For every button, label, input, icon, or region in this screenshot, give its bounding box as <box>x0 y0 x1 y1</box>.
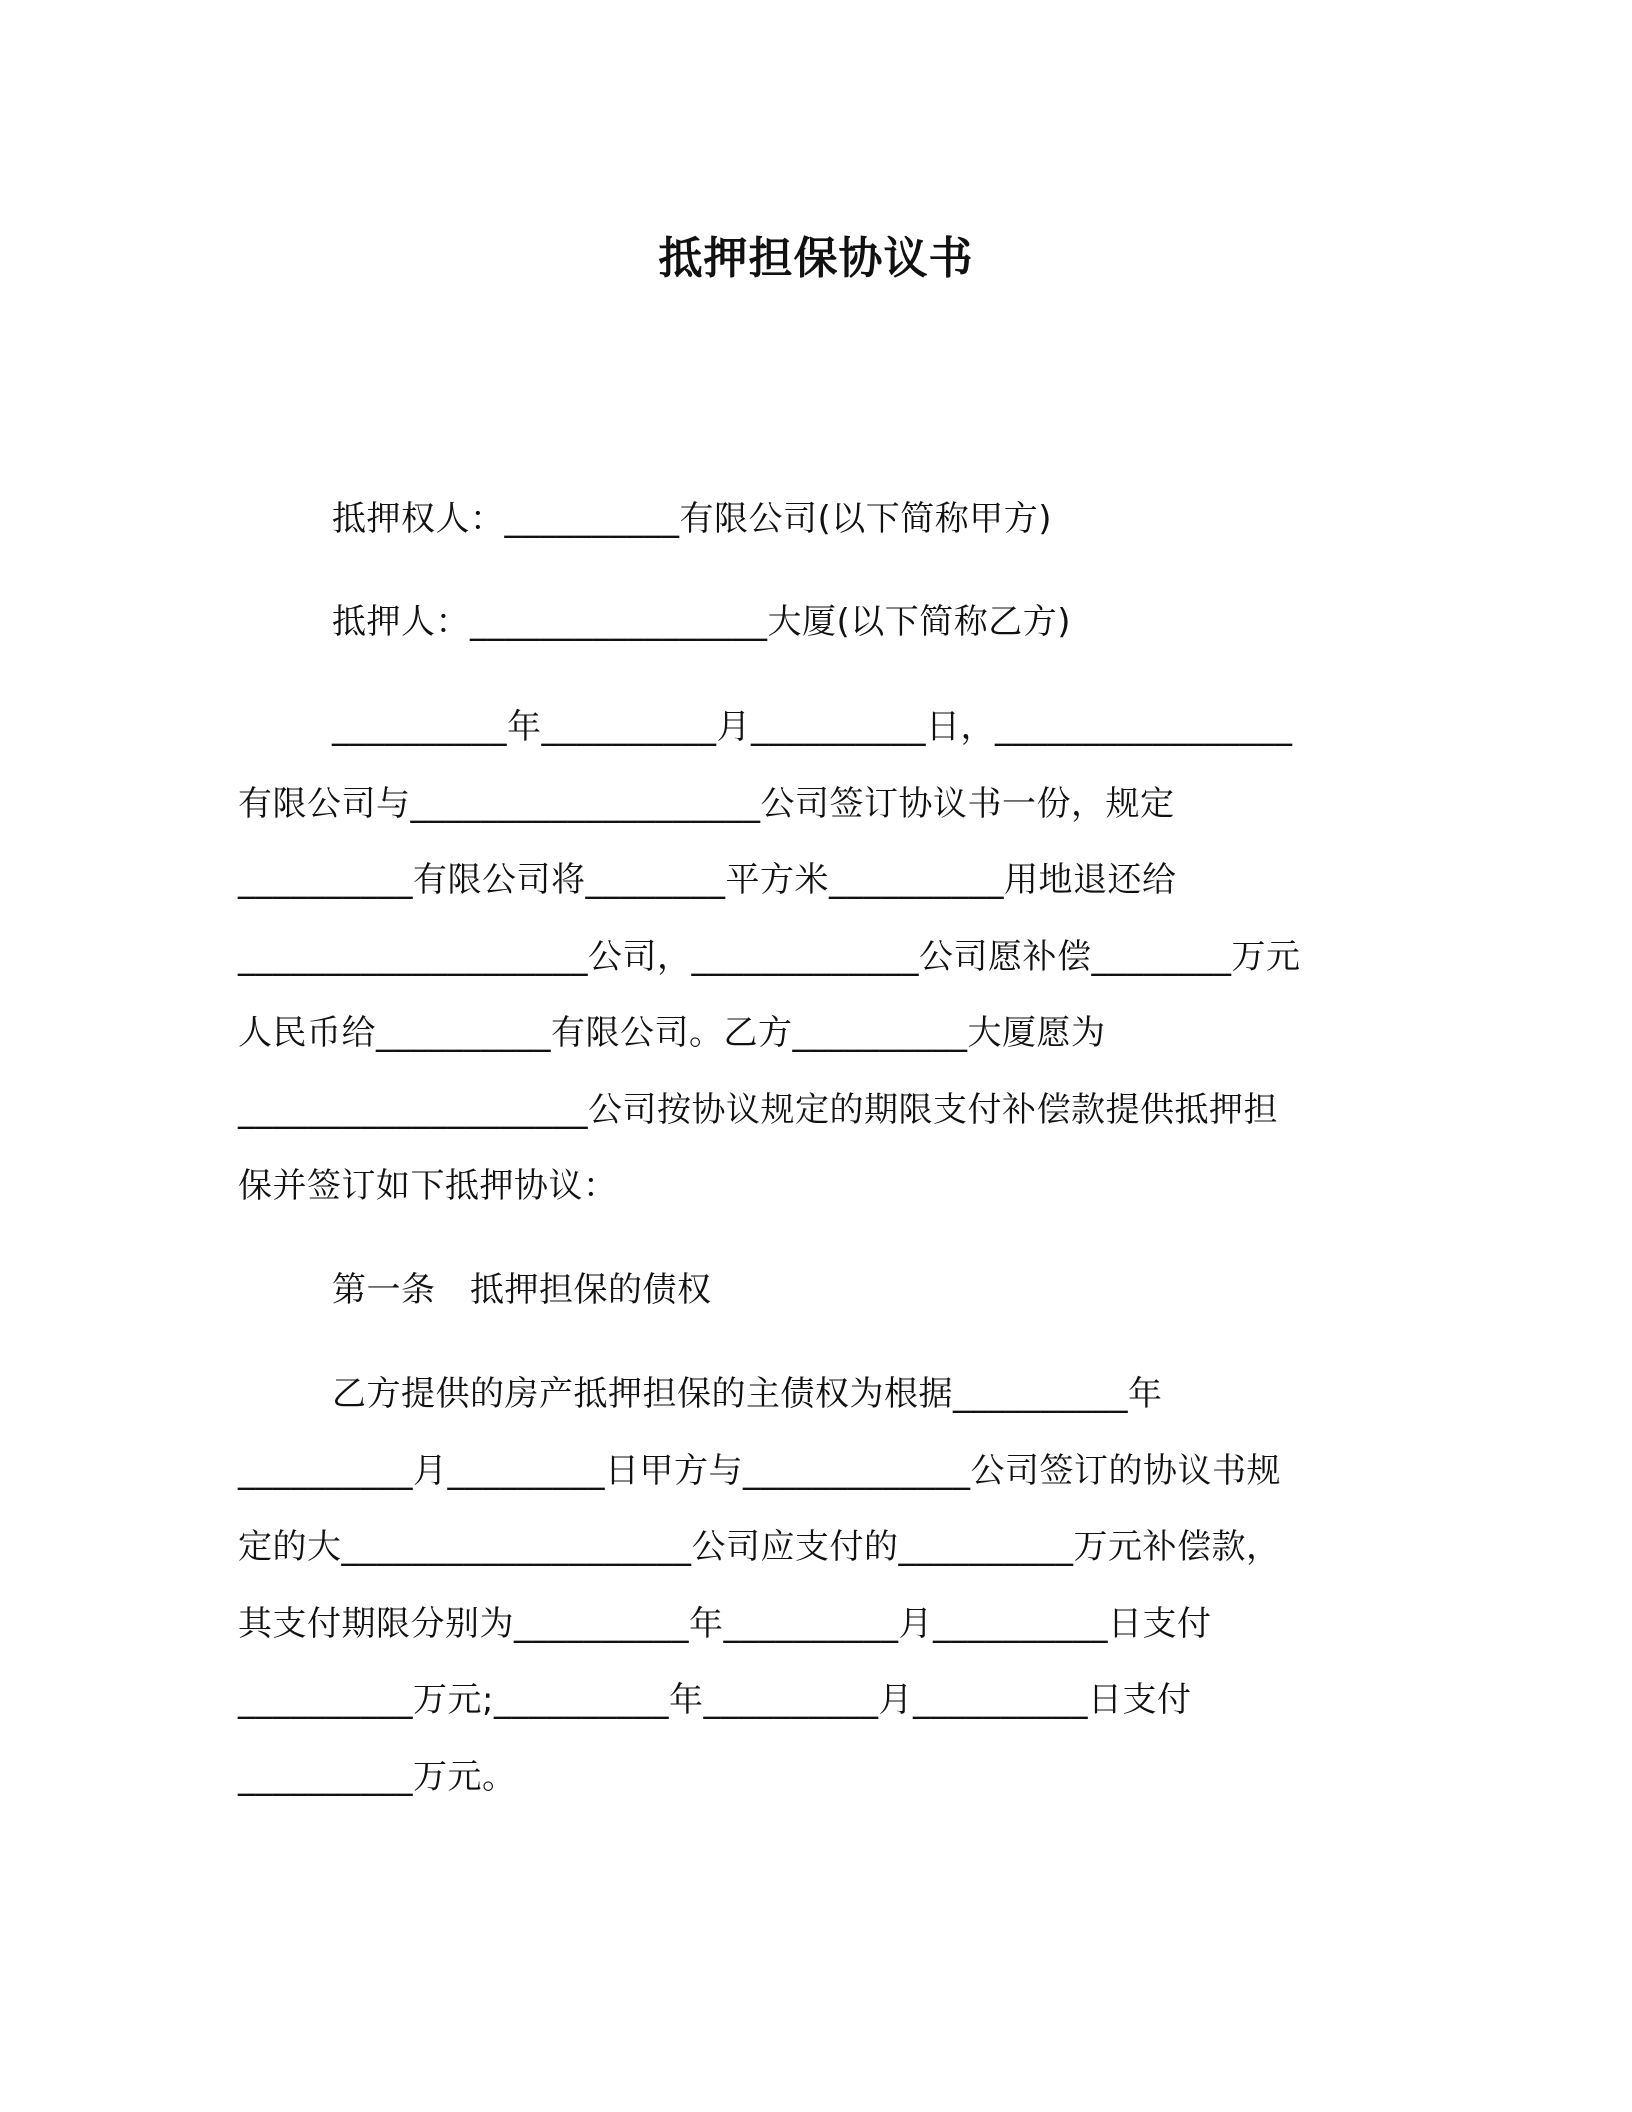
paragraph-line: 保并签订如下抵押协议： <box>238 1166 618 1206</box>
mortgagee-line: 抵押权人：__________有限公司(以下简称甲方) <box>332 499 1053 539</box>
document-title: 抵押担保协议书 <box>658 233 974 284</box>
paragraph-line: 乙方提供的房产抵押担保的主债权为根据__________年 <box>332 1374 1163 1414</box>
paragraph-line: __________有限公司将________平方米__________用地退还给 <box>238 860 1177 900</box>
paragraph-line: 定的大____________________公司应支付的__________万元补偿款， <box>238 1527 1281 1567</box>
paragraph-line: __________月_________日甲方与_____________公司签订的协议书规 <box>238 1451 1281 1491</box>
paragraph-line: __________万元;__________年__________月__________日支付 <box>238 1680 1192 1720</box>
paragraph-line: __________年__________月__________日，_________________ <box>332 707 1293 747</box>
mortgagor-line: 抵押人：_________________大厦(以下简称乙方) <box>332 602 1072 642</box>
paragraph-line: ____________________公司按协议规定的期限支付补偿款提供抵押担 <box>238 1090 1278 1130</box>
paragraph-line: 人民币给__________有限公司。乙方__________大厦愿为 <box>238 1013 1106 1053</box>
paragraph-line: __________万元。 <box>238 1757 517 1797</box>
article-heading: 第一条 抵押担保的债权 <box>332 1270 712 1310</box>
paragraph-line: 其支付期限分别为__________年__________月__________日支付 <box>238 1604 1212 1644</box>
paragraph-line: 有限公司与____________________公司签订协议书一份，规定 <box>238 784 1175 824</box>
paragraph-line: ____________________公司，_____________公司愿补偿________万元 <box>238 937 1301 977</box>
